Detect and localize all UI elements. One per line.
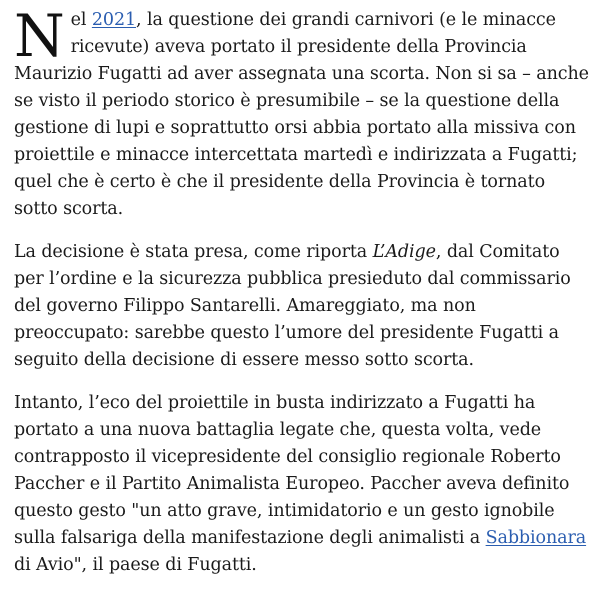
source-name-ladige: L’Adige <box>372 242 436 262</box>
paragraph-1-text-start: el <box>70 10 92 30</box>
paragraph-3-text-end: di Avio", il paese di Fugatti. <box>14 555 257 575</box>
paragraph-2-text-end: , dal Comitato per l’ordine e la sicurezza pubblica presieduto dal commissario del governo Filippo Santarelli. Amareggiato, ma non preoccupato: sarebbe questo l’umore del presidente Fugatti a seguito della decisione di essere messo sotto scorta. <box>14 242 571 370</box>
link-sabbionara[interactable]: Sabbionara <box>485 528 587 548</box>
paragraph-2-text-start: La decisione è stata presa, come riporta <box>14 242 373 262</box>
link-2021[interactable]: 2021 <box>91 10 137 30</box>
paragraph-3-text-start: Intanto, l’eco del proiettile in busta indirizzato a Fugatti ha portato a una nuova battaglia legate che, questa volta, vede contrapposto il vicepresidente del consiglio regionale Roberto Paccher e il Partito Animalista Europeo. Paccher aveva definito questo gesto "un atto grave, intimidatorio e un gesto ignobile sulla falsariga della manifestazione degli animalisti a <box>14 393 570 548</box>
article-body <box>14 2 592 595</box>
paragraph-3 <box>14 390 592 579</box>
drop-cap: N <box>14 2 65 70</box>
paragraph-1 <box>14 2 592 223</box>
paragraph-2 <box>14 239 592 374</box>
paragraph-1-text-end: , la questione dei grandi carnivori (e le minacce ricevute) aveva portato il presidente della Provincia Maurizio Fugatti ad aver assegnata una scorta. Non si sa – anche se visto il periodo storico è presumibile – se la questione della gestione di lupi e soprattutto orsi abbia portato alla missiva con proiettile e minacce intercettata martedì e indirizzata a Fugatti; quel che è certo è che il presidente della Provincia è tornato sotto scorta. <box>14 10 589 219</box>
